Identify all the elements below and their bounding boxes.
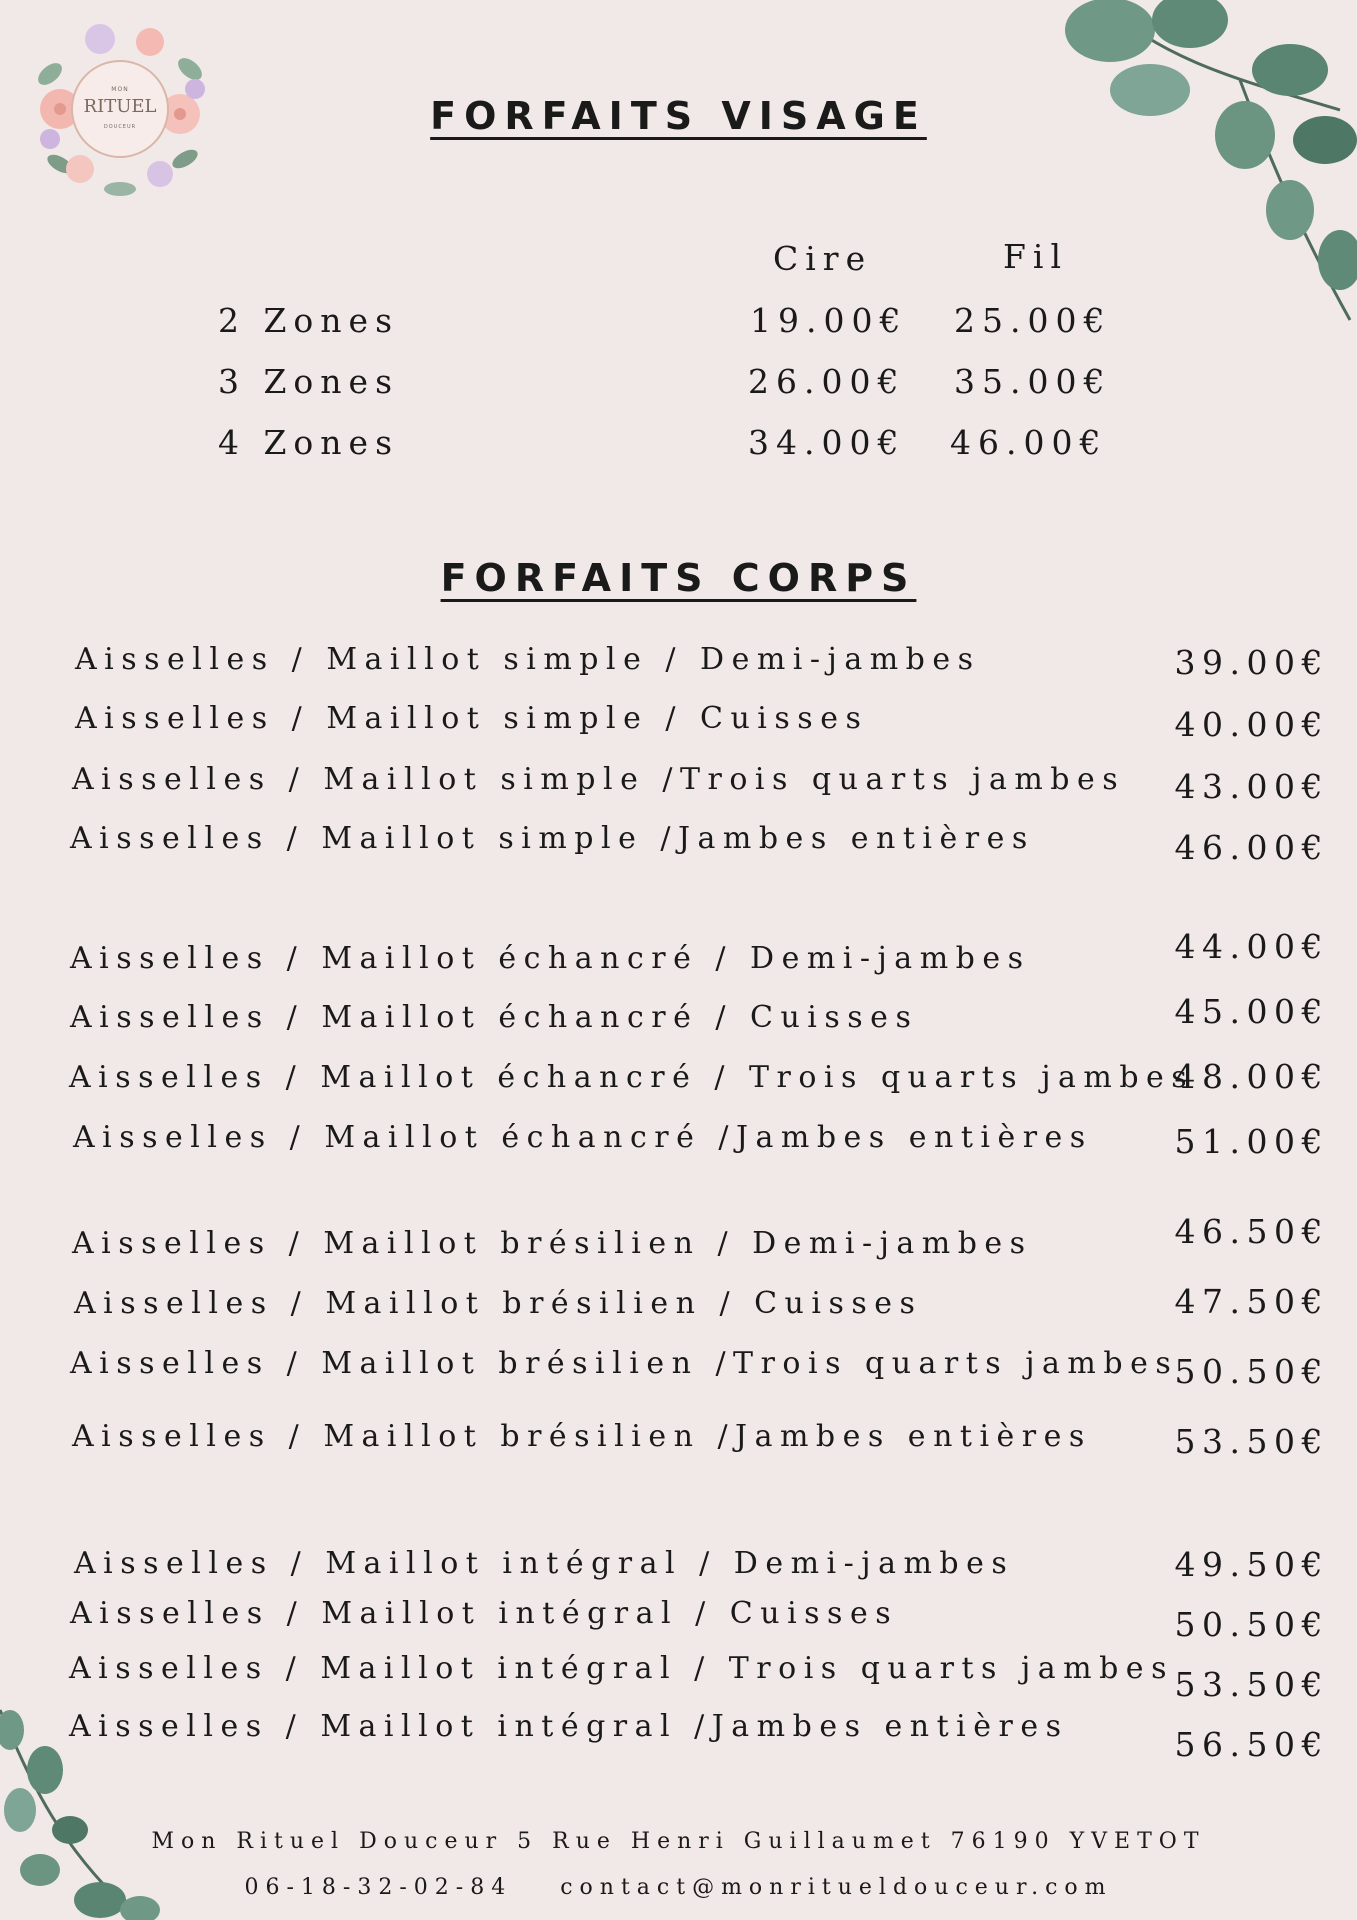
corps-item-label: Aisselles / Maillot échancré / Trois quarts jambes bbox=[69, 1060, 1195, 1095]
corps-item-label: Aisselles / Maillot brésilien / Demi-jambes bbox=[72, 1226, 1033, 1261]
corps-item-label: Aisselles / Maillot simple /Jambes entières bbox=[70, 821, 1035, 856]
corps-item-price: 46.50€ bbox=[1174, 1212, 1329, 1251]
corps-item-price: 43.00€ bbox=[1174, 767, 1329, 806]
corps-item-price: 51.00€ bbox=[1174, 1122, 1329, 1161]
corps-item-price: 39.00€ bbox=[1174, 643, 1329, 682]
footer-email[interactable]: contact@monritueldouceur.com bbox=[560, 1875, 1113, 1900]
corps-item-price: 56.50€ bbox=[1174, 1725, 1329, 1764]
corps-item-price: 44.00€ bbox=[1174, 927, 1329, 966]
corps-item-label: Aisselles / Maillot échancré / Cuisses bbox=[70, 1000, 919, 1035]
corps-item-price: 47.50€ bbox=[1174, 1282, 1329, 1321]
corps-item-label: Aisselles / Maillot intégral / Demi-jambes bbox=[74, 1546, 1015, 1581]
logo-top-text: MON bbox=[111, 86, 129, 93]
visage-fil-price: 35.00€ bbox=[954, 362, 1112, 401]
eucalyptus-icon bbox=[1040, 0, 1357, 330]
corps-item-label: Aisselles / Maillot simple / Demi-jambes bbox=[75, 642, 981, 677]
corps-item-price: 40.00€ bbox=[1174, 705, 1329, 744]
corps-item-label: Aisselles / Maillot simple /Trois quarts jambes bbox=[72, 762, 1126, 797]
visage-cire-price: 26.00€ bbox=[748, 362, 906, 401]
visage-zone: 3 Zones bbox=[218, 362, 399, 401]
footer-address: Mon Rituel Douceur 5 Rue Henri Guillaumet 76190 YVETOT bbox=[151, 1829, 1206, 1854]
corps-item-label: Aisselles / Maillot simple / Cuisses bbox=[75, 701, 869, 736]
logo-bottom-text: DOUCEUR bbox=[103, 124, 137, 130]
visage-fil-price: 46.00€ bbox=[950, 423, 1108, 462]
corps-item-price: 53.50€ bbox=[1174, 1422, 1329, 1461]
logo-main-text: RITUEL bbox=[83, 96, 157, 117]
footer-contact bbox=[0, 1875, 1357, 1900]
corps-item-label: Aisselles / Maillot échancré /Jambes entières bbox=[73, 1120, 1093, 1155]
corps-item-price: 46.00€ bbox=[1174, 828, 1329, 867]
visage-col-fil: Fil bbox=[1003, 237, 1069, 276]
corps-item-label: Aisselles / Maillot brésilien /Jambes entières bbox=[72, 1419, 1092, 1454]
corps-item-price: 49.50€ bbox=[1174, 1545, 1329, 1584]
corps-item-label: Aisselles / Maillot intégral / Trois quarts jambes bbox=[69, 1651, 1174, 1686]
corps-item-label: Aisselles / Maillot brésilien / Cuisses bbox=[74, 1286, 923, 1321]
corps-item-label: Aisselles / Maillot intégral /Jambes entières bbox=[69, 1709, 1069, 1744]
corps-item-price: 50.50€ bbox=[1174, 1352, 1329, 1391]
corps-item-price: 53.50€ bbox=[1174, 1665, 1329, 1704]
visage-col-cire: Cire bbox=[773, 239, 873, 278]
visage-zone: 4 Zones bbox=[218, 423, 399, 462]
visage-fil-price: 25.00€ bbox=[954, 301, 1112, 340]
visage-cire-price: 19.00€ bbox=[750, 301, 908, 340]
corps-item-label: Aisselles / Maillot échancré / Demi-jambes bbox=[70, 941, 1031, 976]
corps-item-price: 50.50€ bbox=[1174, 1605, 1329, 1644]
visage-title: FORFAITS VISAGE bbox=[430, 94, 927, 138]
corps-item-price: 48.00€ bbox=[1174, 1057, 1329, 1096]
visage-zone: 2 Zones bbox=[218, 301, 399, 340]
corps-item-price: 45.00€ bbox=[1174, 992, 1329, 1031]
visage-cire-price: 34.00€ bbox=[748, 423, 906, 462]
corps-item-label: Aisselles / Maillot brésilien /Trois quarts jambes bbox=[70, 1346, 1179, 1381]
footer-phone: 06-18-32-02-84 bbox=[244, 1875, 513, 1900]
corps-title: FORFAITS CORPS bbox=[440, 556, 917, 600]
corps-item-label: Aisselles / Maillot intégral / Cuisses bbox=[70, 1596, 899, 1631]
